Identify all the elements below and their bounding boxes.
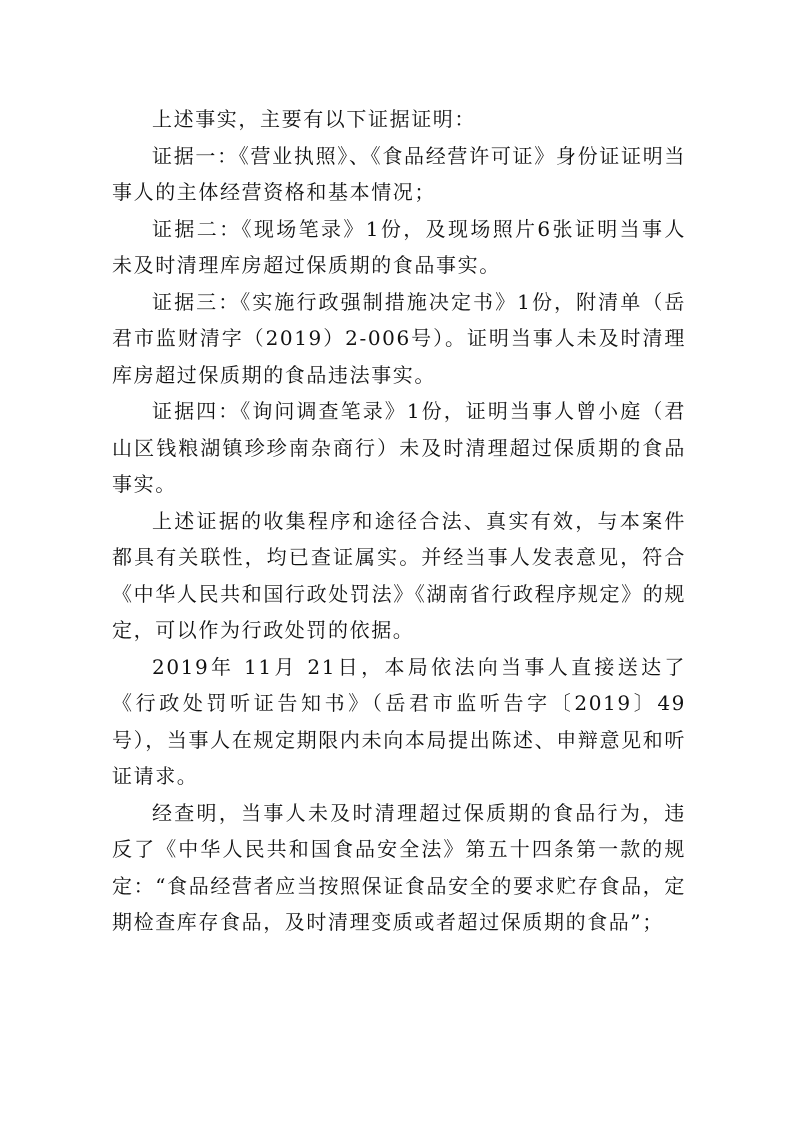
paragraph-hearing-notice: 2019年 11月 21日，本局依法向当事人直接送达了《行政处罚听证告知书》（岳君市监听告字〔2019〕49号），当事人在规定期限内未向本局提出陈述、申辩意见和听证请求。 (112, 654, 686, 788)
paragraph-violation-finding: 经查明，当事人未及时清理超过保质期的食品行为，违反了《中华人民共和国食品安全法》第五十四条第一款的规定：“食品经营者应当按照保证食品安全的要求贮存食品，定期检查库存食品，及时清理变质或者超过保质期的食品”； (112, 800, 686, 934)
paragraph-evidence-3: 证据三：《实施行政强制措施决定书》1份，附清单（岳君市监财清字（2019）2-006号）。证明当事人未及时清理库房超过保质期的食品违法事实。 (112, 289, 686, 387)
paragraph-evidence-intro: 上述事实，主要有以下证据证明： (152, 107, 476, 131)
paragraph-evidence-2: 证据二：《现场笔录》1份，及现场照片6张证明当事人未及时清理库房超过保质期的食品事实。 (112, 216, 686, 277)
document-page (112, 101, 686, 941)
paragraph-evidence-validity: 上述证据的收集程序和途径合法、真实有效，与本案件都具有关联性，均已查证属实。并经当事人发表意见，符合《中华人民共和国行政处罚法》《湖南省行政程序规定》的规定，可以作为行政处罚的依据。 (112, 508, 686, 642)
paragraph-evidence-4: 证据四：《询问调查笔录》1份，证明当事人曾小庭（君山区钱粮湖镇珍珍南杂商行）未及时清理超过保质期的食品事实。 (112, 399, 686, 496)
paragraph-evidence-1: 证据一：《营业执照》、《食品经营许可证》身份证证明当事人的主体经营资格和基本情况； (112, 143, 686, 204)
